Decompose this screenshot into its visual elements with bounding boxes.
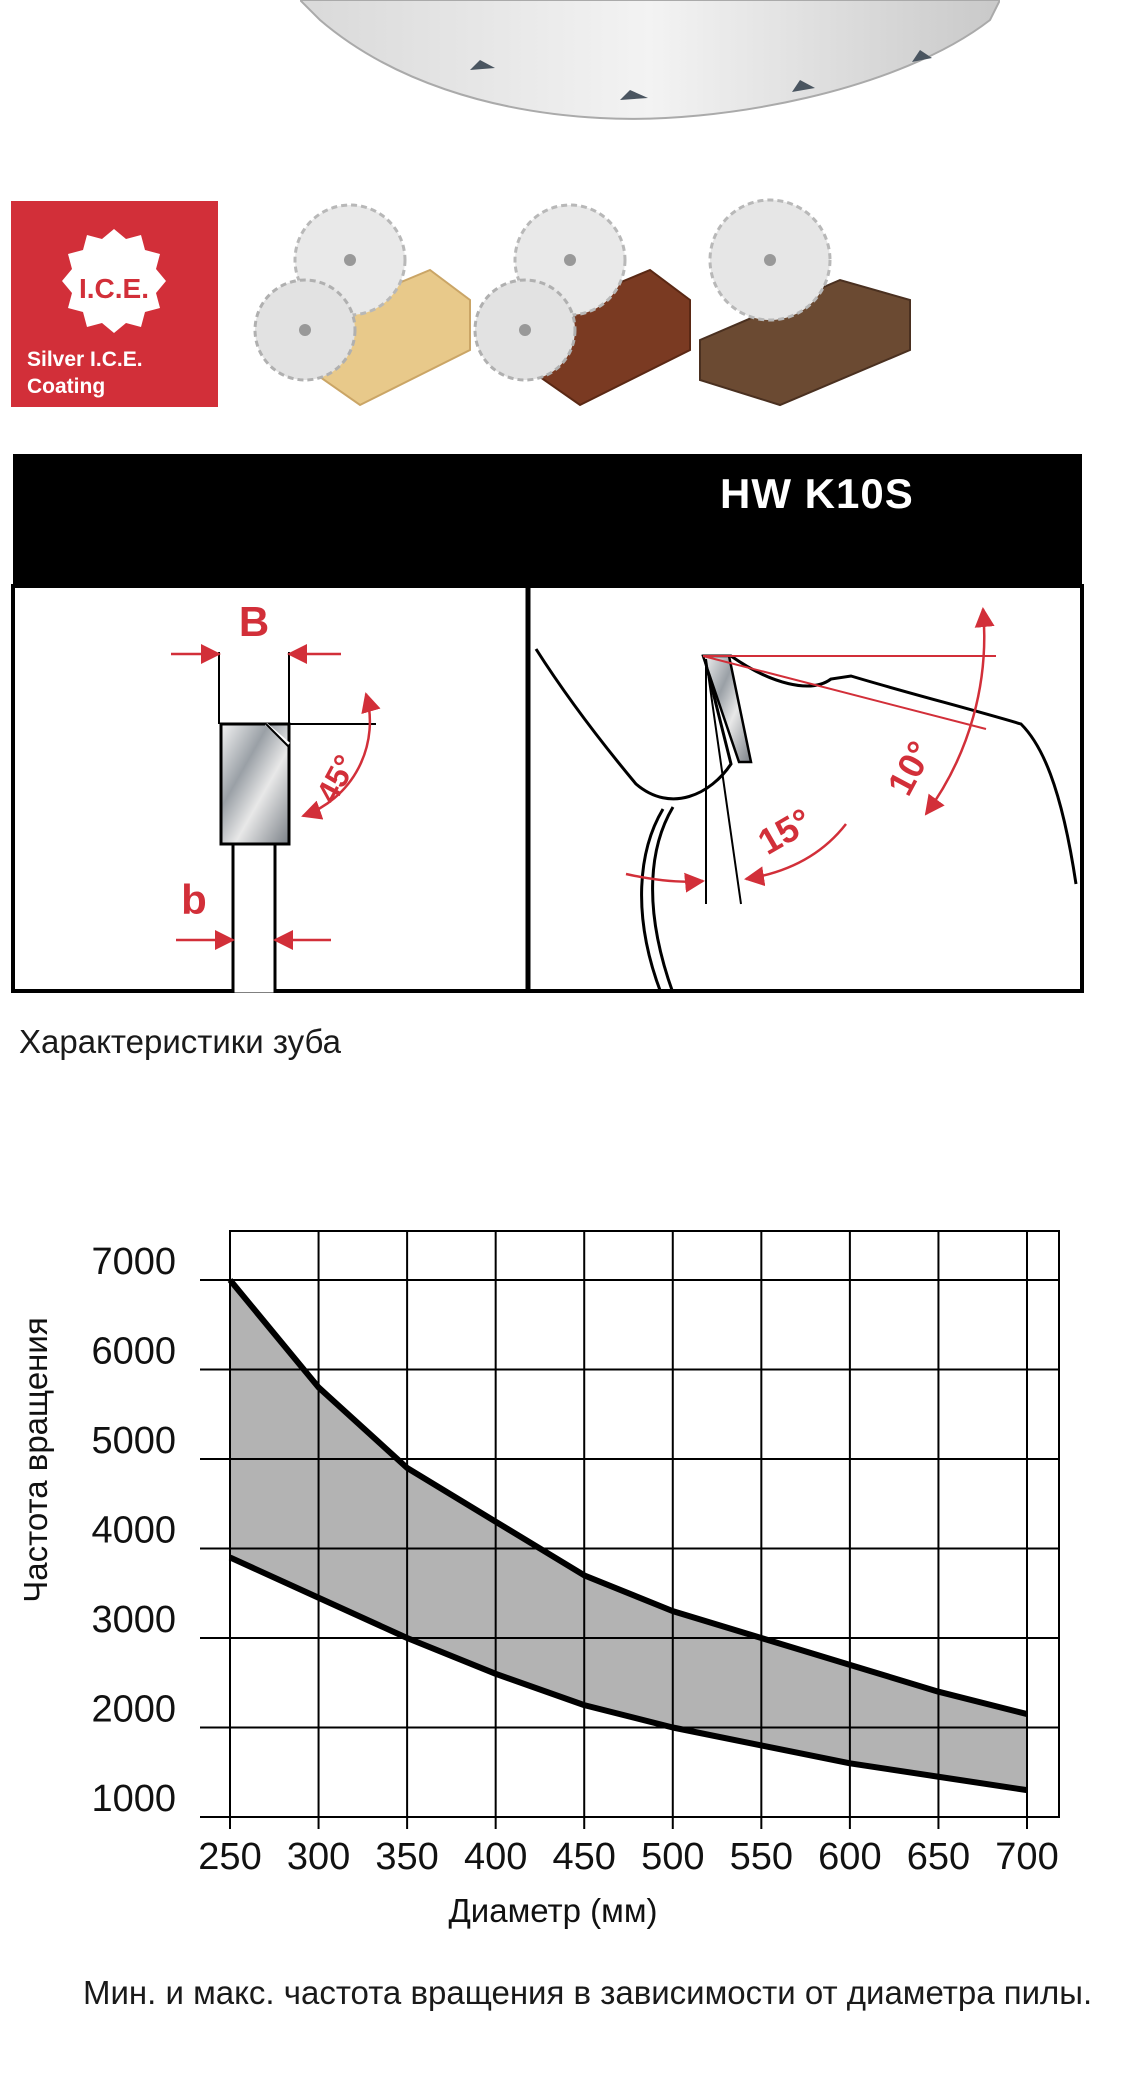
saw-blade-image [300,0,1000,130]
rpm-chart [0,1140,1125,1940]
ice-logo-icon [11,201,218,341]
hardwood-thumbnail [470,190,695,415]
ice-logo-text: I.C.E. [78,273,150,304]
y-tick-label: 7000 [91,1241,176,1283]
y-tick-label: 2000 [91,1688,176,1731]
badge-line1: Silver I.C.E. [27,348,143,371]
ice-coating-badge [11,201,218,407]
x-axis-label: Диаметр (мм) [448,1892,658,1929]
x-tick-label: 500 [641,1836,705,1878]
x-tick-label: 350 [375,1836,439,1878]
y-tick-label: 6000 [91,1330,176,1373]
teeth-caption: Характеристики зуба [19,1023,341,1060]
tooth-diagram [11,584,1084,993]
spec-header [13,454,1082,585]
angle-10-label: 10° [879,734,941,802]
softwood-thumbnail [250,190,475,415]
x-tick-label: 450 [552,1836,616,1878]
angle-45-label: 45° [309,749,364,809]
angle-15-label: 15° [750,799,819,863]
x-tick-label: 700 [995,1836,1059,1878]
dim-b-label: b [181,876,207,923]
x-tick-label: 650 [906,1836,971,1878]
y-tick-label: 3000 [91,1599,176,1641]
y-tick-label: 4000 [91,1509,176,1552]
x-tick-label: 400 [463,1836,528,1878]
y-tick-label: 1000 [91,1778,176,1820]
y-tick-label: 5000 [91,1420,176,1462]
x-tick-label: 250 [198,1836,262,1878]
badge-line2: Coating [27,375,106,398]
x-tick-label: 550 [729,1836,794,1878]
x-tick-label: 300 [286,1836,351,1878]
chart-caption: Мин. и макс. частота вращения в зависимости от диаметра пилы. [83,1974,1093,2011]
composite-wood-thumbnail [690,190,915,415]
dim-B-label: B [238,598,270,645]
y-axis-label: Частота вращения [17,1317,54,1603]
spec-title: HW K10S [720,470,914,517]
x-tick-label: 600 [818,1836,882,1878]
